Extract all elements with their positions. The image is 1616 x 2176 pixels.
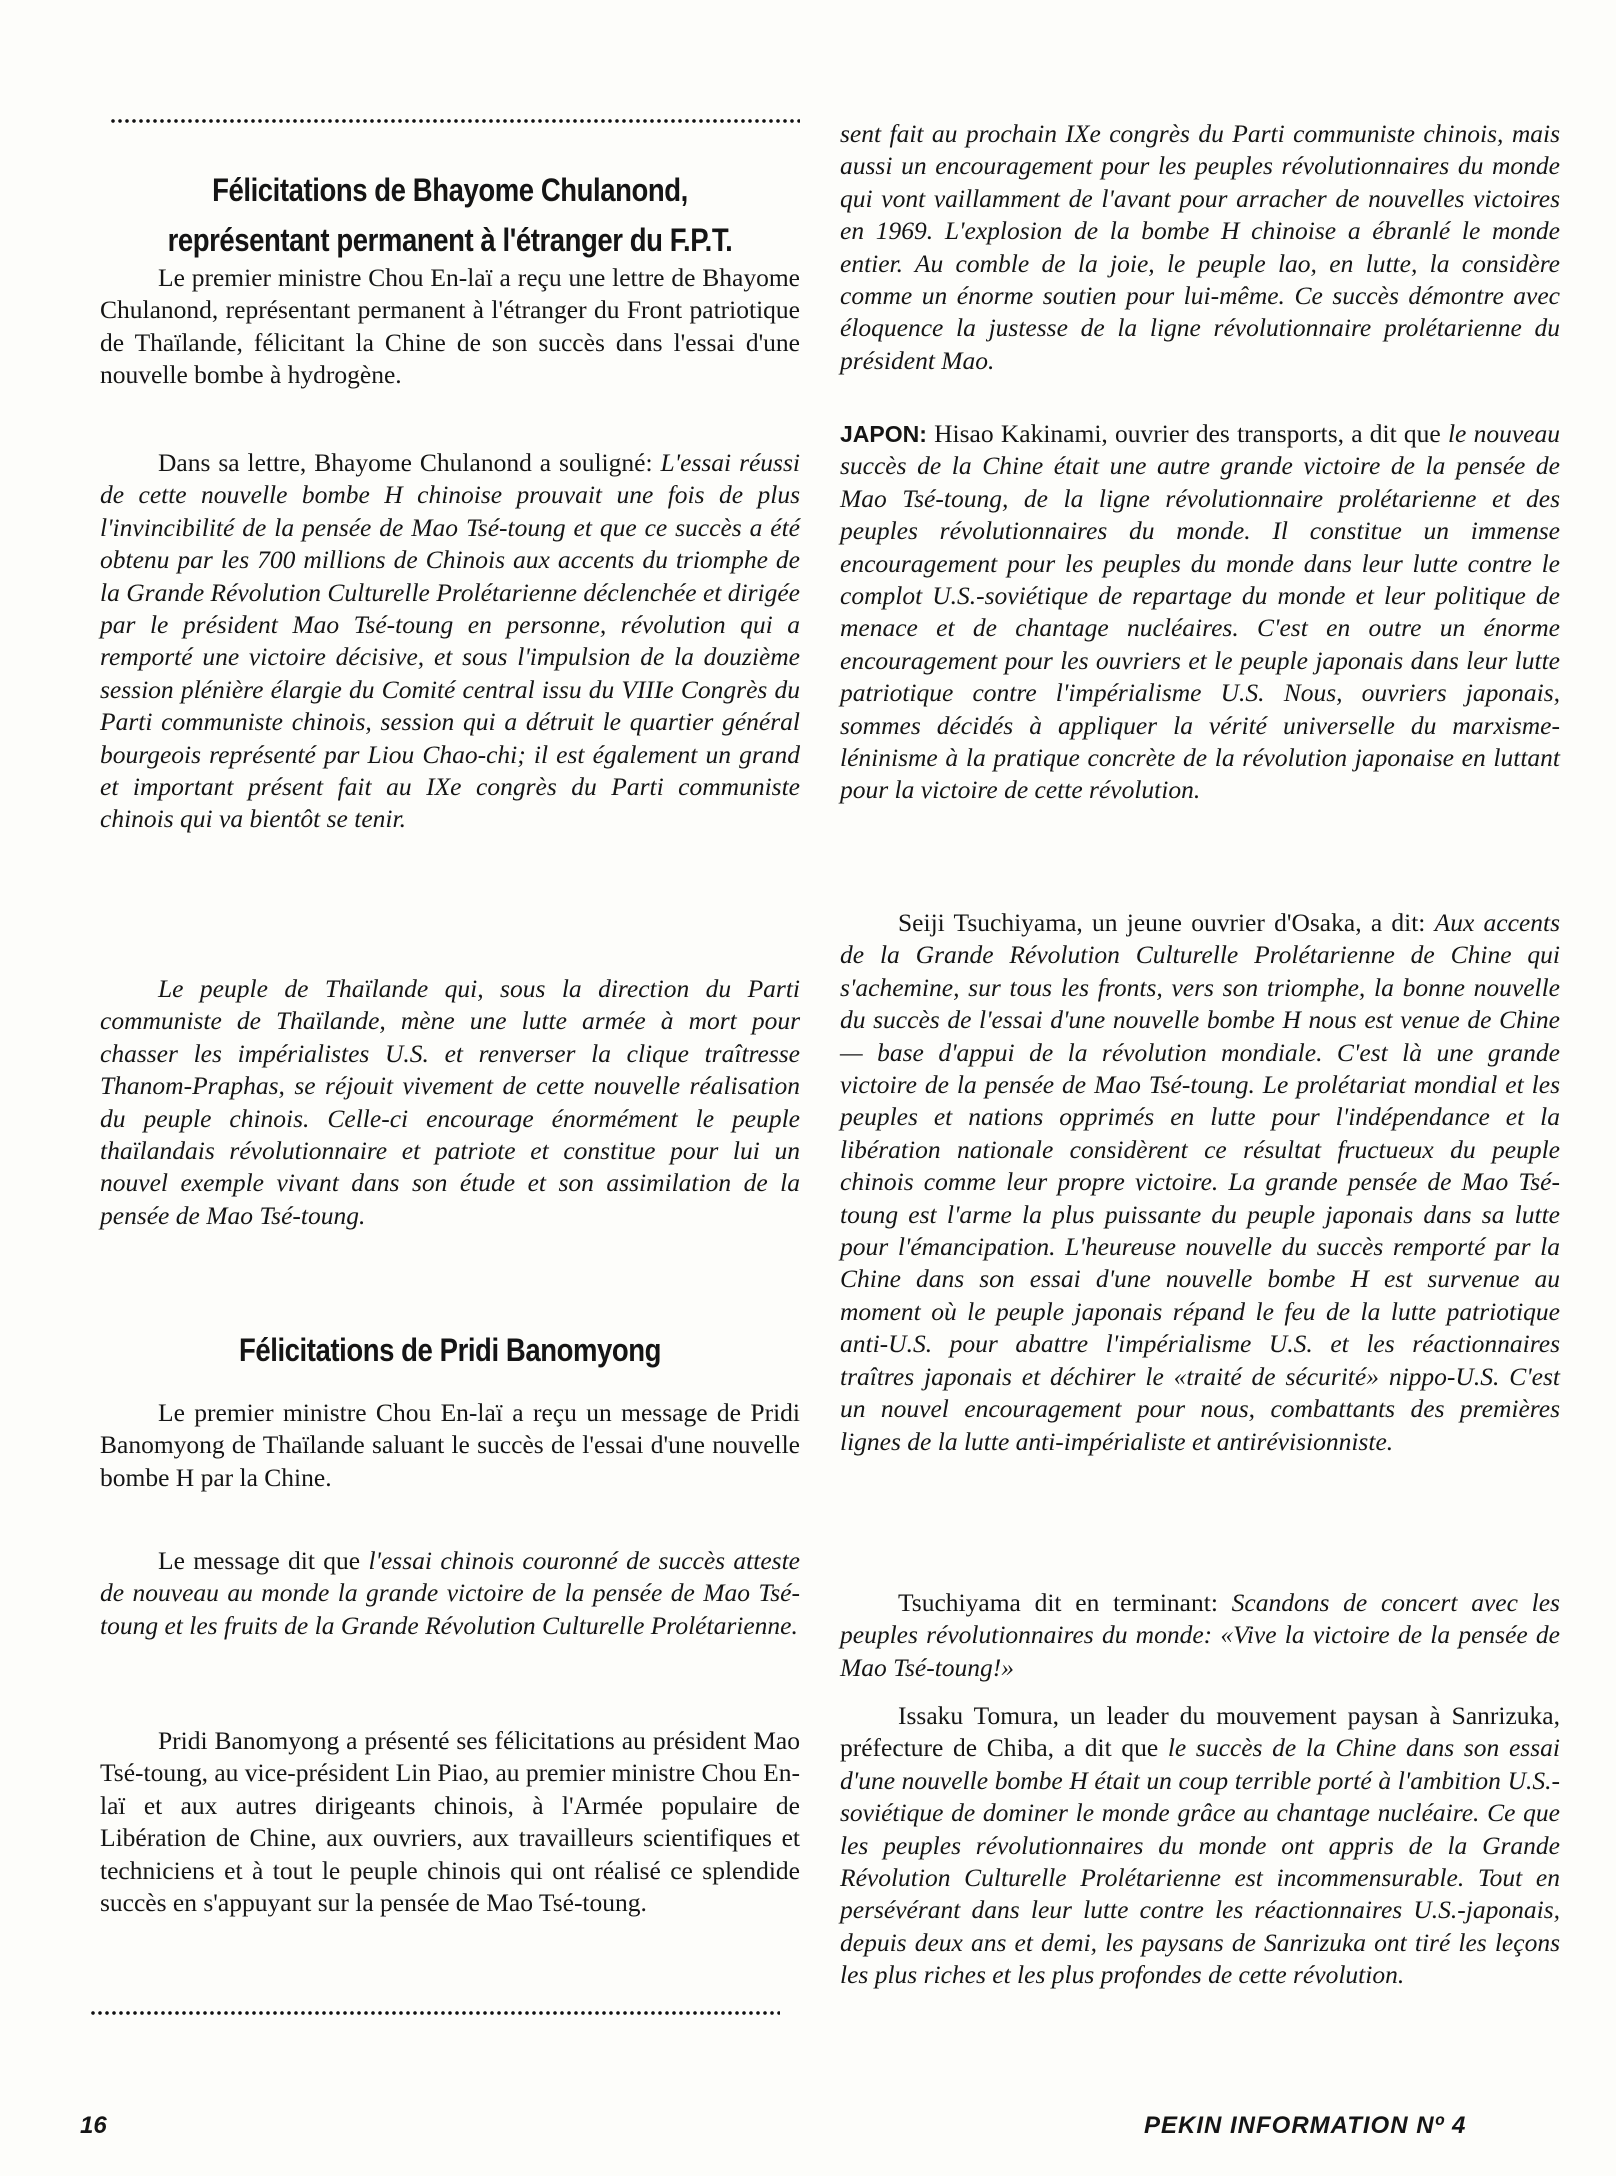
quote-text: le succès de la Chine dans son essai d'une nouvelle bombe H était un coup terrible porté à l'ambition U.S.-soviétique de dominer le monde grâce au chantage nucléaire. Ce que les peuples révolutionnaires du monde ont appris de la Grande Révolution Culturelle Prolétarienne est incommensurable. Tout en persévérant dans leur lutte contre les réactionnaires U.S.-japonais, depuis deux ans et demi, les paysans de Sanrizuka ont tiré les leçons les plus riches et les plus profondes de cette révolution. [840, 1733, 1560, 1990]
paragraph-2 [100, 447, 800, 836]
paragraph-tsuchiyama [840, 907, 1560, 1458]
quote-text: Aux accents de la Grande Révolution Culturelle Prolétarienne de Chine qui s'achemine, sur tous les fronts, vers son triomphe, la bonne nouvelle du succès de l'essai d'une nouvelle bombe H nous est venue de Chine — base d'appui de la révolution mondiale. C'est là une grande victoire de la pensée de Mao Tsé-toung. Le prolétariat mondial et les peuples et nations opprimés en lutte pour l'indépendance et la libération nationale considèrent ce résultat fructueux du peuple chinois comme leur propre victoire. La grande pensée de Mao Tsé-toung est l'arme la plus puissante du peuple japonais dans sa lutte pour l'émancipation. L'heureuse nouvelle du succès remporté par la Chine dans son essai d'une nouvelle bombe H est survenue au moment où le peuple japonais répand le feu de la lutte patriotique anti-U.S. pour abattre l'impérialisme U.S. et les réactionnaires traîtres japonais et déchirer le «traité de sécurité» nippo-U.S. C'est un nouvel encouragement pour nous, combattants des premières lignes de la lutte anti-impérialiste et antirévisionniste. [840, 908, 1560, 1456]
paragraph-text: Le premier ministre Chou En-laï a reçu une lettre de Bhayome Chulanond, représentant permanent à l'étranger du Front patriotique de Thaïlande, félicitant la Chine de son succès dans l'essai d'une nouvelle bombe à hydrogène. [100, 263, 800, 390]
heading-pridi: Félicitations de Pridi Banomyong [238, 1332, 662, 1368]
paragraph-lead: Issaku Tomura, un leader du mouvement paysan à Sanrizuka, préfecture de Chiba, a dit que [840, 1701, 1560, 1763]
quote-text: sent fait au prochain IXe congrès du Parti communiste chinois, mais aussi un encouragement pour les peuples révolutionnaires du monde qui vont vaillamment de l'avant pour arracher de nouvelles victoires en 1969. L'explosion de la bombe H chinoise a ébranlé le monde entier. Au comble de la joie, le peuple lao, en lutte, la considère comme un énorme soutien pour lui-même. Ce succès démontre avec éloquence la justesse de la ligne révolutionnaire prolétarienne du président Mao. [840, 119, 1560, 375]
heading-bhayome: Félicitations de Bhayome Chulanond, représentant permanent à l'étranger du F.P.T. [167, 172, 733, 258]
paragraph-3 [100, 973, 800, 1232]
paragraph-japon [840, 418, 1560, 807]
paragraph-conclusion [840, 1587, 1560, 1684]
paragraph-4 [100, 1397, 800, 1494]
paragraph-tomura [840, 1700, 1560, 1992]
paragraph-lead: Le message dit que [158, 1546, 369, 1575]
quote-text: l'essai chinois couronné de succès atteste de nouveau au monde la grande victoire de la pensée de Mao Tsé-toung et les fruits de la Grande Révolution Culturelle Prolétarienne. [100, 1546, 800, 1640]
quote-text: L'essai réussi de cette nouvelle bombe H chinoise prouvait une fois de plus l'invincibilité de la pensée de Mao Tsé-toung et que ce succès a été obtenu par les 700 millions de Chinois aux accents du triomphe de la Grande Révolution Culturelle Prolétarienne déclenchée et dirigée par le président Mao Tsé-toung en personne, révolution qui a remporté une victoire décisive, et sous l'impulsion de la douzième session plénière élargie du Comité central issu du VIIIe Congrès du Parti communiste chinois, session qui a détruit le quartier général bourgeois représenté par Liou Chao-chi; il est également un grand et important présent fait au IXe congrès du Parti communiste chinois qui va bientôt se tenir. [100, 448, 800, 834]
quote-text: Scandons de concert avec les peuples révolutionnaires du monde: «Vive la victoire de la pensée de Mao Tsé-toung!» [840, 1588, 1560, 1682]
quote-text: Le peuple de Thaïlande qui, sous la direction du Parti communiste de Thaïlande, mène une lutte armée à mort pour chasser les impérialistes U.S. et renverser la clique traîtresse Thanom-Praphas, se réjouit vivement de cette nouvelle réalisation du peuple chinois. Celle-ci encourage énormément le peuple thaïlandais révolutionnaire et patriote et constitue pour lui un nouvel exemple vivant dans son étude et son assimilation de la pensée de Mao Tsé-toung. [100, 974, 800, 1230]
paragraph-6 [100, 1725, 800, 1919]
paragraph-text: Le premier ministre Chou En-laï a reçu un message de Pridi Banomyong de Thaïlande saluant le succès de l'essai d'une nouvelle bombe H par la Chine. [100, 1398, 800, 1492]
paragraph-text: Pridi Banomyong a présenté ses félicitations au président Mao Tsé-toung, au vice-président Lin Piao, au premier ministre Chou En-laï et aux autres dirigeants chinois, à l'Armée populaire de Libération de Chine, aux ouvriers, aux travailleurs scientifiques et techniciens et à tout le peuple chinois qui ont réalisé ce splendide succès en s'appuyant sur la pensée de Mao Tsé-toung. [100, 1726, 800, 1918]
paragraph-lead: Dans sa lettre, Bhayome Chulanond a souligné: [158, 448, 661, 477]
page-number: 16 [80, 2112, 107, 2139]
top-divider [110, 118, 800, 124]
paragraph-5 [100, 1545, 800, 1642]
paragraph-continued [840, 118, 1560, 377]
quote-text: le nouveau succès de la Chine était une autre grande victoire de la pensée de Mao Tsé-toung, de la ligne révolutionnaire prolétarienne et des peuples révolutionnaires du monde. Il constitue un immense encouragement pour les peuples du monde dans leur lutte contre le complot U.S.-soviétique de repartage du monde et leur politique de menace et de chantage nucléaires. C'est en outre un énorme encouragement pour les ouvriers et le peuple japonais dans leur lutte patriotique contre l'impérialisme U.S. Nous, ouvriers japonais, sommes décidés à appliquer la vérité universelle du marxisme-léninisme à la pratique concrète de la révolution japonaise en luttant pour la victoire de cette révolution. [840, 419, 1560, 805]
paragraph-1 [100, 262, 800, 392]
publication-title: PEKIN INFORMATION Nº 4 [1144, 2112, 1467, 2139]
paragraph-lead: Tsuchiyama dit en terminant: [898, 1588, 1232, 1617]
bottom-divider [90, 2010, 780, 2016]
section-label: JAPON: [840, 421, 927, 447]
paragraph-lead: Hisao Kakinami, ouvrier des transports, a dit que [926, 419, 1448, 448]
paragraph-lead: Seiji Tsuchiyama, un jeune ouvrier d'Osaka, a dit: [898, 908, 1435, 937]
